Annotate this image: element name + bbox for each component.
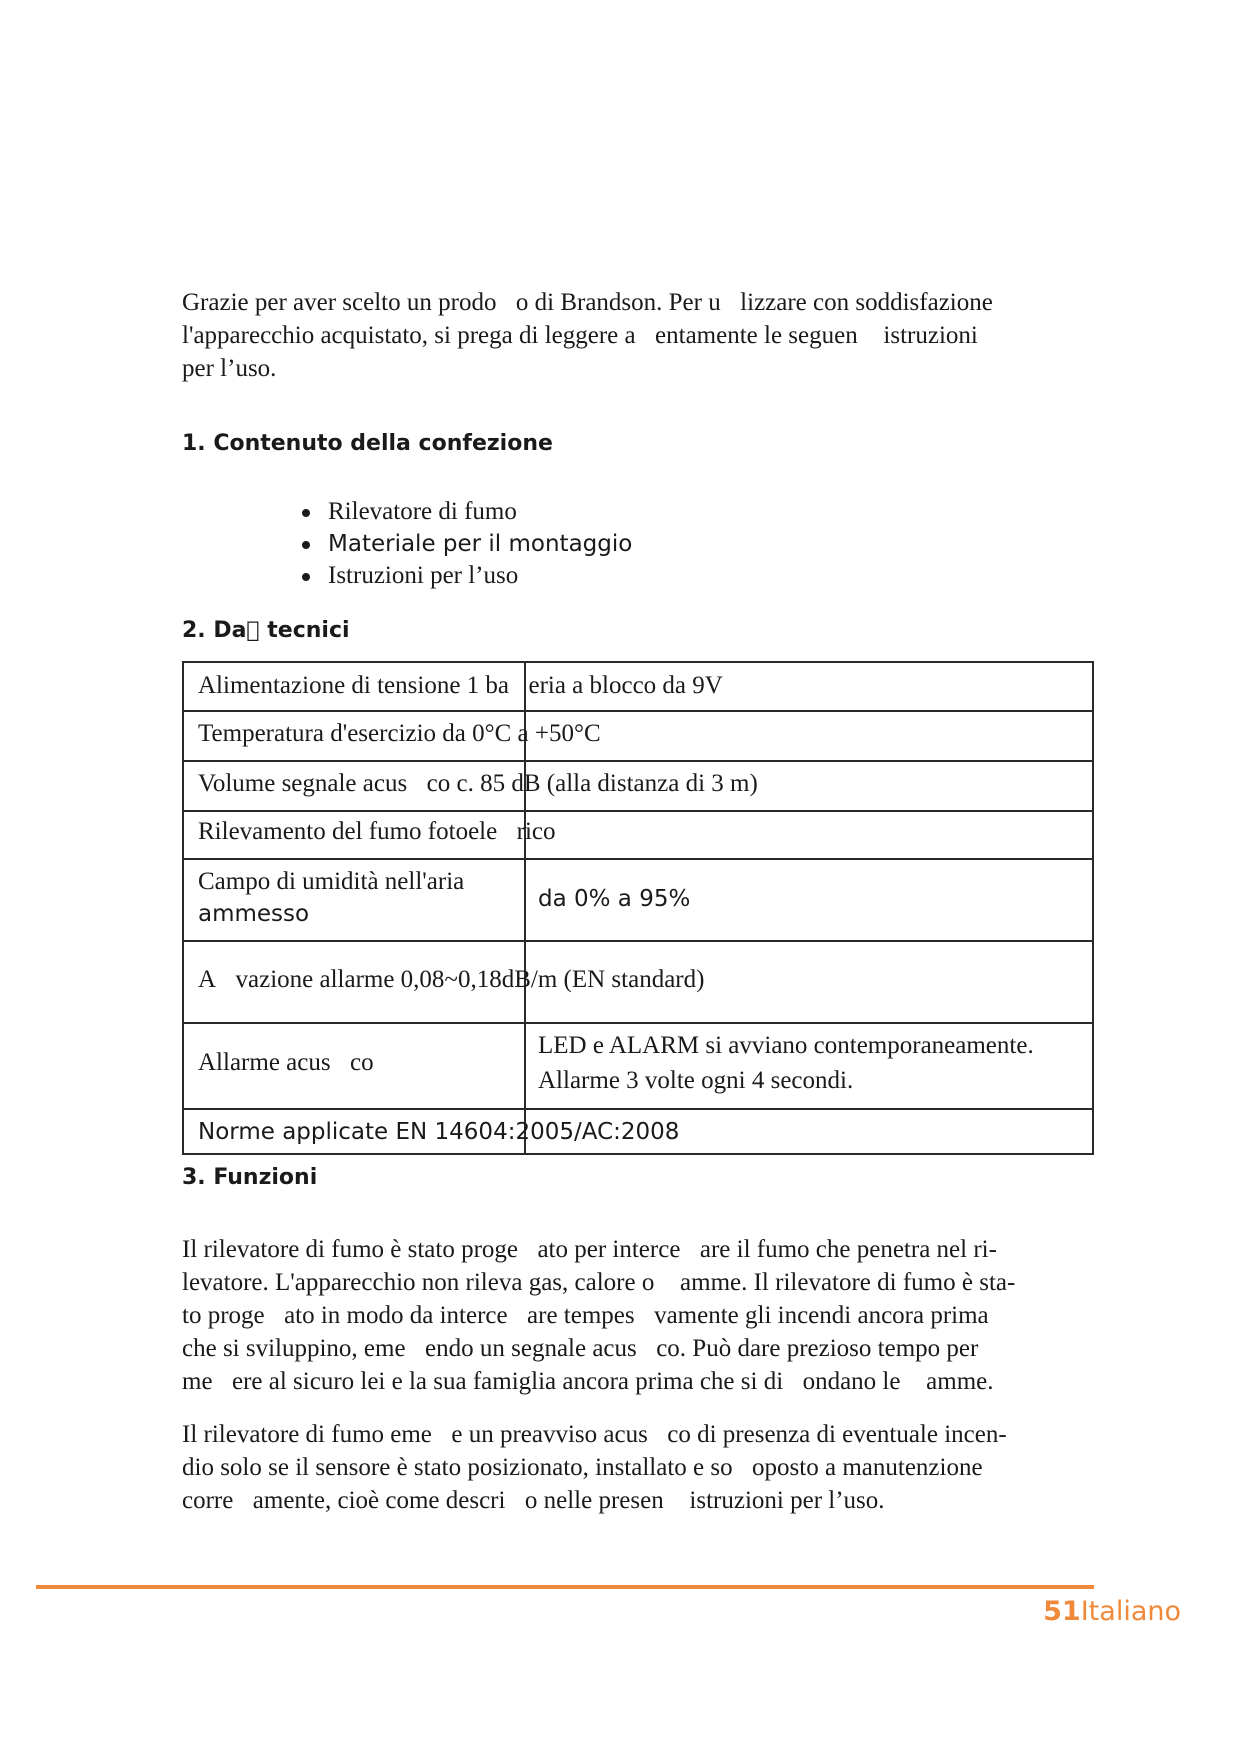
table-row: Norme applicate EN 14604:2005/AC:2008 (198, 1119, 680, 1145)
table-divider (184, 760, 1092, 762)
list-item: Istruzioni per l’uso (328, 560, 632, 592)
table-row: A vazione allarme 0,08~0,18dB/m (EN standard) (198, 966, 705, 993)
intro-line: per l’uso. (182, 355, 277, 382)
text-line: corre amente, cioè come descri o nelle presen  istruzioni per l’uso. (182, 1487, 885, 1514)
table-divider (184, 858, 1092, 860)
text-line: dio solo se il sensore è stato posizionato, installato e so oposto a manutenzione (182, 1454, 983, 1481)
table-cell: Allarme acus co (198, 1049, 374, 1076)
intro-line: Grazie per aver scelto un prodo o di Brandson. Per u lizzare con soddisfazione (182, 289, 993, 316)
text-line: to proge ato in modo da interce are tempes vamente gli incendi ancora prima (182, 1302, 989, 1329)
table-divider (184, 1108, 1092, 1110)
table-divider (184, 1022, 1092, 1024)
section-heading-functions: 3. Funzioni (182, 1165, 318, 1190)
functions-paragraph (182, 1418, 1082, 1517)
text-line: che si sviluppino, eme endo un segnale acus co. Può dare prezioso tempo per (182, 1335, 979, 1362)
table-row: Temperatura d'esercizio da 0°C a +50°C (198, 720, 601, 747)
table-divider (184, 810, 1092, 812)
table-cell: ammesso (198, 901, 310, 927)
table-cell: LED e ALARM si avviano contemporaneamente. (538, 1032, 1034, 1059)
list-item: Rilevatore di fumo (328, 496, 632, 528)
package-contents-list (328, 496, 632, 592)
text-line: me ere al sicuro lei e la sua famiglia ancora prima che si di ondano le  amme. (182, 1368, 994, 1395)
table-cell: da 0% a 95% (538, 886, 691, 912)
table-cell: Campo di umidità nell'aria (198, 868, 465, 895)
intro-paragraph (182, 286, 1082, 385)
table-row: Volume segnale acus co c. 85 dB (alla distanza di 3 m) (198, 770, 758, 797)
section-heading-technical-data: 2. Da  tecnici (182, 618, 350, 643)
functions-paragraph (182, 1233, 1082, 1398)
footer-language: Italiano (1080, 1596, 1181, 1627)
technical-data-table (182, 661, 1094, 1155)
text-line: levatore. L'apparecchio non rileva gas, calore o  amme. Il rilevatore di fumo è sta- (182, 1269, 1016, 1296)
text-line: Il rilevatore di fumo è stato proge ato per interce are il fumo che penetra nel ri- (182, 1236, 997, 1263)
table-row: Rilevamento del fumo fotoele rico (198, 818, 556, 845)
list-item: Materiale per il montaggio (328, 528, 632, 560)
text-line: Il rilevatore di fumo eme e un preavviso acus co di presenza di eventuale incen- (182, 1421, 1007, 1448)
table-row: Alimentazione di tensione 1 ba eria a blocco da 9V (198, 672, 723, 699)
page-footer (1043, 1596, 1181, 1627)
intro-line: l'apparecchio acquistato, si prega di leggere a entamente le seguen  istruzioni (182, 322, 978, 349)
table-divider (184, 940, 1092, 942)
section-heading-contents: 1. Contenuto della confezione (182, 431, 553, 456)
footer-rule (36, 1585, 1094, 1589)
table-cell: Allarme 3 volte ogni 4 secondi. (538, 1067, 854, 1094)
page-number: 51 (1043, 1596, 1081, 1627)
table-divider (184, 710, 1092, 712)
